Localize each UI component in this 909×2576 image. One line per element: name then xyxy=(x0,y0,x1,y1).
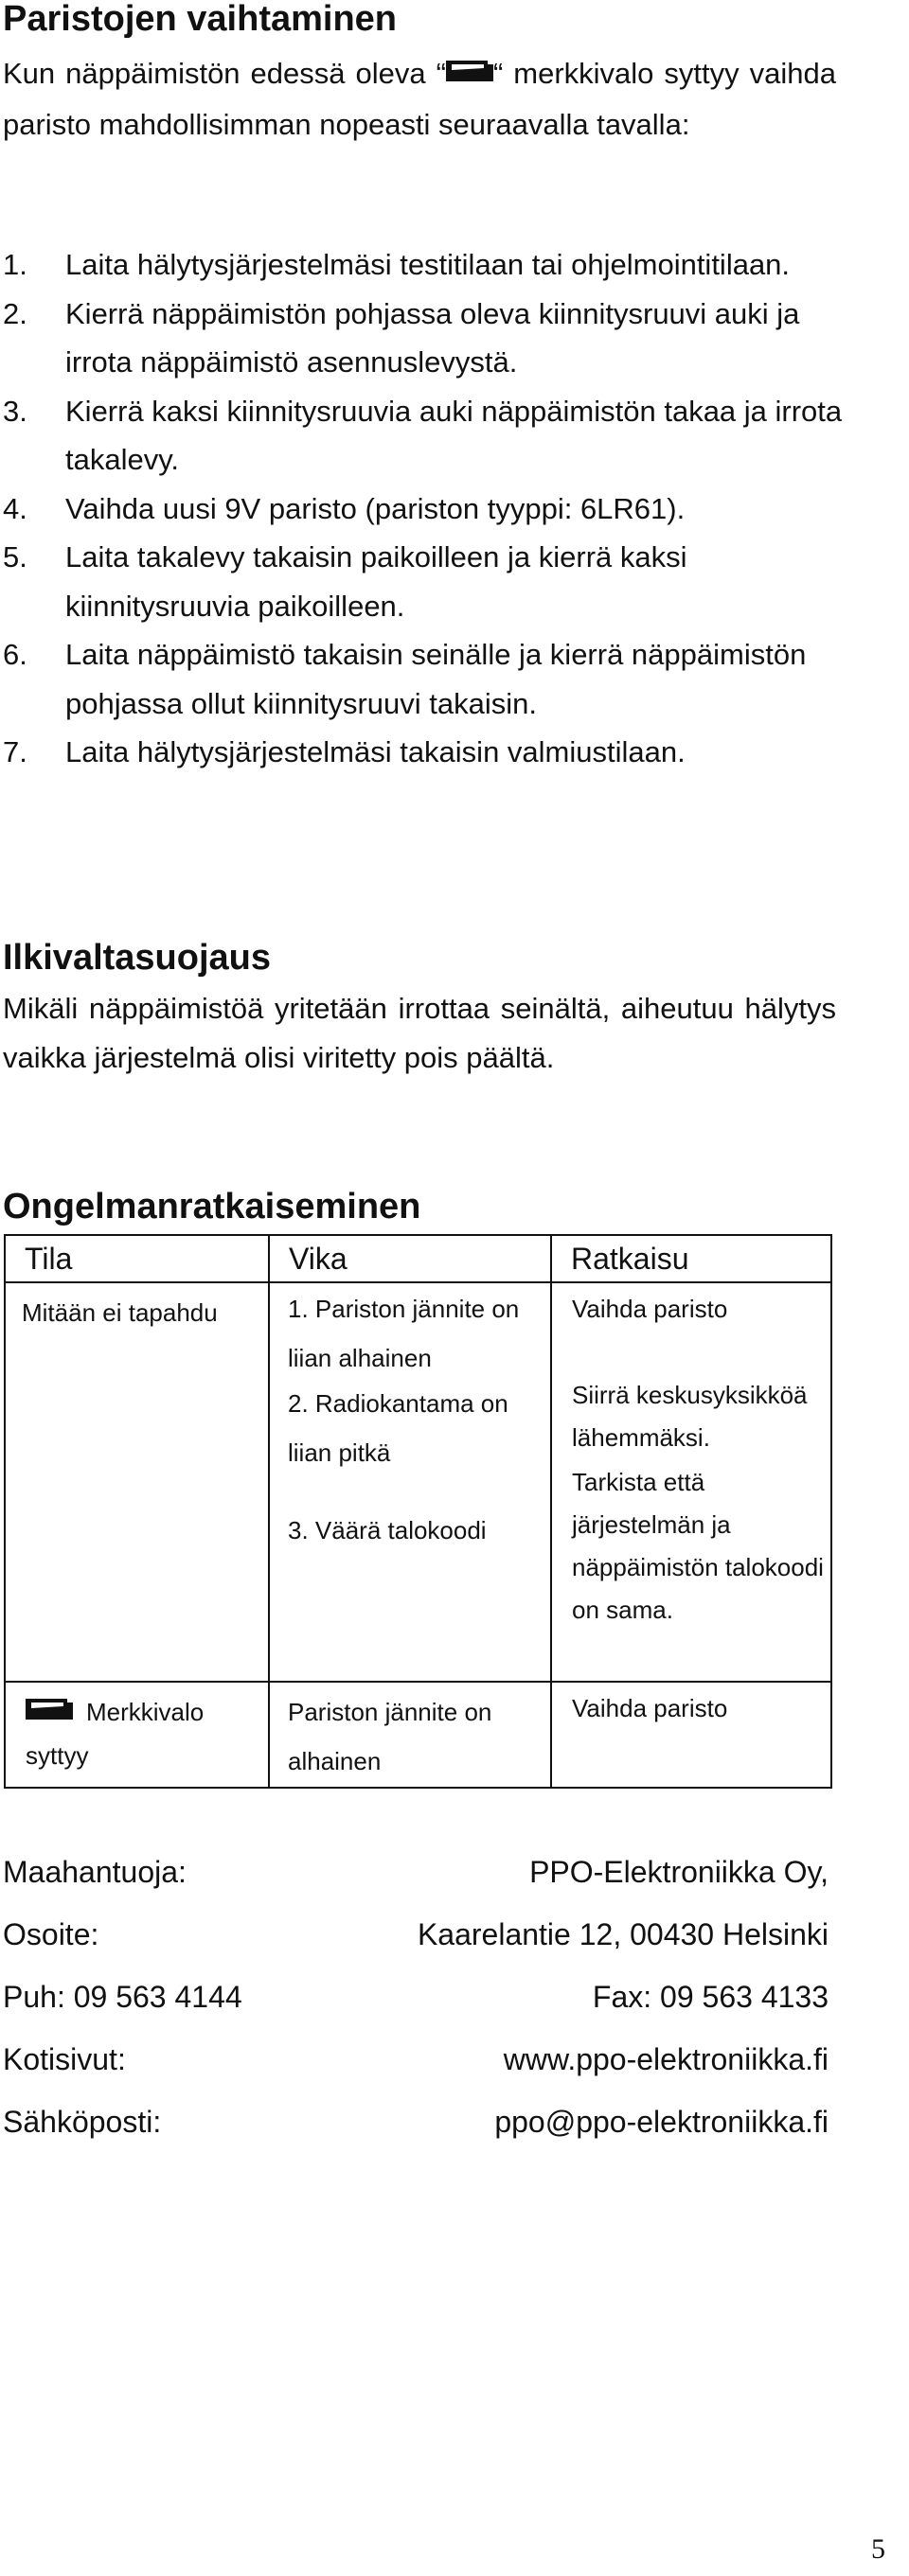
battery-step: 6. Laita näppäimistö takaisin seinälle ja kierrä näppäimistön pohjassa ollut kiinnitysruuvi takaisin. xyxy=(3,638,807,720)
troubleshooting-table xyxy=(4,1234,832,1789)
page-number: 5 xyxy=(871,2533,885,2565)
battery-step: 1. Laita hälytysjärjestelmäsi testitilaan tai ohjelmointitilaan. xyxy=(3,248,791,281)
contact-phone-fax xyxy=(3,1978,829,2016)
battery-intro-before: Kun näppäimistön edessä oleva “ xyxy=(3,57,446,90)
web-label: Kotisivut: xyxy=(3,2042,126,2076)
address-label: Osoite: xyxy=(3,1917,99,1951)
battery-steps xyxy=(3,240,855,777)
table-cell-ratkaisu xyxy=(551,1282,831,1682)
contact-importer xyxy=(3,1853,829,1891)
header-vika: Vika xyxy=(269,1235,551,1282)
importer-label: Maahantuoja: xyxy=(3,1855,187,1889)
web-value: www.ppo-elektroniikka.fi xyxy=(503,2042,829,2076)
battery-low-icon xyxy=(26,1690,73,1732)
phone-value: Puh: 09 563 4144 xyxy=(3,1980,242,2014)
battery-intro xyxy=(3,49,836,150)
table-cell-vika xyxy=(269,1682,551,1788)
ratkaisu-item: Vaihda paristo xyxy=(572,1295,728,1323)
table-cell-ratkaisu xyxy=(551,1682,831,1788)
battery-step: 4. Vaihda uusi 9V paristo (pariston tyyppi: 6LR61). xyxy=(3,491,686,525)
contact-email xyxy=(3,2103,829,2141)
table-row xyxy=(5,1282,831,1682)
battery-step: 2. Kierrä näppäimistön pohjassa oleva kiinnitysruuvi auki ja irrota näppäimistö asennuslevystä. xyxy=(3,296,800,379)
tamper-section-title: Ilkivaltasuojaus xyxy=(3,938,272,978)
tila-merkkivalo: Merkkivalo syttyy xyxy=(26,1698,205,1771)
battery-step: 5. Laita takalevy takaisin paikoilleen ja kierrä kaksi kiinnitysruuvia paikoilleen. xyxy=(3,540,687,623)
vika-item: Pariston jännite on alhainen xyxy=(288,1698,492,1775)
vika-item: 3. Väärä talokoodi xyxy=(288,1516,487,1544)
header-tila: Tila xyxy=(5,1235,269,1282)
address-value: Kaarelantie 12, 00430 Helsinki xyxy=(417,1917,829,1951)
table-row xyxy=(5,1682,831,1788)
troubleshooting-title: Ongelmanratkaiseminen xyxy=(3,1187,421,1226)
vika-item: 2. Radiokantama on liian pitkä xyxy=(288,1389,508,1467)
battery-low-icon xyxy=(446,47,493,97)
contact-address xyxy=(3,1915,829,1953)
table-cell-tila xyxy=(5,1682,269,1788)
importer-value: PPO-Elektroniikka Oy, xyxy=(529,1855,829,1889)
ratkaisu-item: Tarkista että järjestelmän ja näppäimistön talokoodi on sama. xyxy=(572,1468,824,1624)
tamper-text: Mikäli näppäimistöä yritetään irrottaa seinältä, aiheutuu hälytys vaikka järjestelmä olisi viritetty pois päältä. xyxy=(3,992,836,1074)
vika-item: 1. Pariston jännite on liian alhainen xyxy=(288,1295,520,1372)
email-label: Sähköposti: xyxy=(3,2105,162,2139)
table-header-row xyxy=(5,1235,831,1282)
contact-web xyxy=(3,2040,829,2078)
battery-intro-after: “ merkkivalo syttyy vaihda paristo mahdollisimman nopeasti seuraavalla tavalla: xyxy=(3,57,836,141)
header-ratkaisu: Ratkaisu xyxy=(551,1235,831,1282)
ratkaisu-item: Vaihda paristo xyxy=(572,1694,728,1722)
battery-section-title: Paristojen vaihtaminen xyxy=(3,0,398,39)
battery-step: 3. Kierrä kaksi kiinnitysruuvia auki näppäimistön takaa ja irrota takalevy. xyxy=(3,394,843,476)
table-cell-tila: Mitään ei tapahdu xyxy=(5,1282,269,1682)
email-value: ppo@ppo-elektroniikka.fi xyxy=(494,2105,829,2139)
battery-step: 7. Laita hälytysjärjestelmäsi takaisin valmiustilaan. xyxy=(3,735,686,768)
table-cell-vika xyxy=(269,1282,551,1682)
fax-value: Fax: 09 563 4133 xyxy=(592,1980,829,2014)
ratkaisu-item: Siirrä keskusyksikköä lähemmäksi. xyxy=(572,1381,808,1452)
